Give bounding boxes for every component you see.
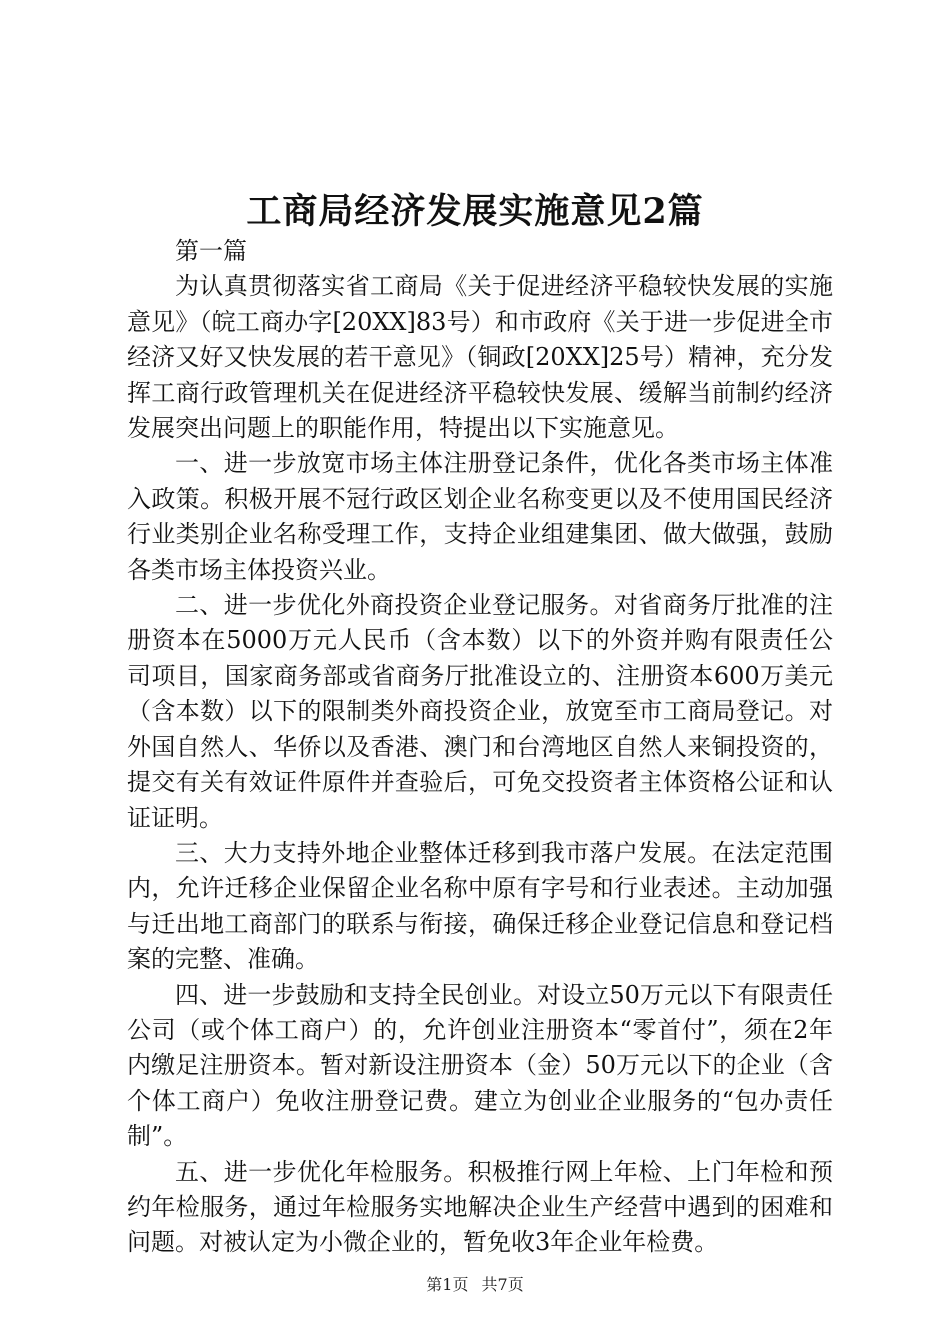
document-title: 工商局经济发展实施意见2篇	[246, 191, 704, 232]
paragraph-intro: 为认真贯彻落实省工商局《关于促进经济平稳较快发展的实施意见》（皖工商办字[20XX]83号）和市政府《关于进一步促进全市经济又好又快发展的若干意见》（铜政[20XX]25号）精神，充分发挥工商行政管理机关在促进经济平稳较快发展、缓解当前制约经济发展突出问题上的职能作用，特提出以下实施意见。	[127, 272, 833, 443]
paragraph-item-1: 一、进一步放宽市场主体注册登记条件，优化各类市场主体准入政策。积极开展不冠行政区划企业名称变更以及不使用国民经济行业类别企业名称受理工作，支持企业组建集团、做大做强，鼓励各类市场主体投资兴业。	[127, 449, 833, 584]
page-footer	[0, 1272, 950, 1295]
paragraph-item-3: 三、大力支持外地企业整体迁移到我市落户发展。在法定范围内，允许迁移企业保留企业名称中原有字号和行业表述。主动加强与迁出地工商部门的联系与衔接，确保迁移企业登记信息和登记档案的完整、准确。	[127, 838, 833, 974]
paragraph-item-2: 二、进一步优化外商投资企业登记服务。对省商务厅批准的注册资本在5000万元人民币（含本数）以下的外资并购有限责任公司项目，国家商务部或省商务厅批准设立的、注册资本600万美元（含本数）以下的限制类外商投资企业，放宽至市工商局登记。对外国自然人、华侨以及香港、澳门和台湾地区自然人来铜投资的，提交有关有效证件原件并查验后，可免交投资者主体资格公证和认证证明。	[127, 591, 833, 832]
section-label: 第一篇	[175, 237, 247, 265]
paragraph-item-4: 四、进一步鼓励和支持全民创业。对设立50万元以下有限责任公司（或个体工商户）的，允许创业注册资本“零首付”，须在2年内缴足注册资本。暂对新设注册资本（金）50万元以下的企业（含个体工商户）免收注册登记费。建立为创业企业服务的“包办责任制”。	[127, 980, 833, 1151]
page-number-total: 共7页	[481, 1275, 524, 1294]
paragraph-item-5: 五、进一步优化年检服务。积极推行网上年检、上门年检和预约年检服务，通过年检服务实地解决企业生产经营中遇到的困难和问题。对被认定为小微企业的，暂免收3年企业年检费。	[127, 1157, 833, 1257]
document-body	[127, 234, 833, 1261]
page-number-current: 第1页	[426, 1275, 469, 1294]
